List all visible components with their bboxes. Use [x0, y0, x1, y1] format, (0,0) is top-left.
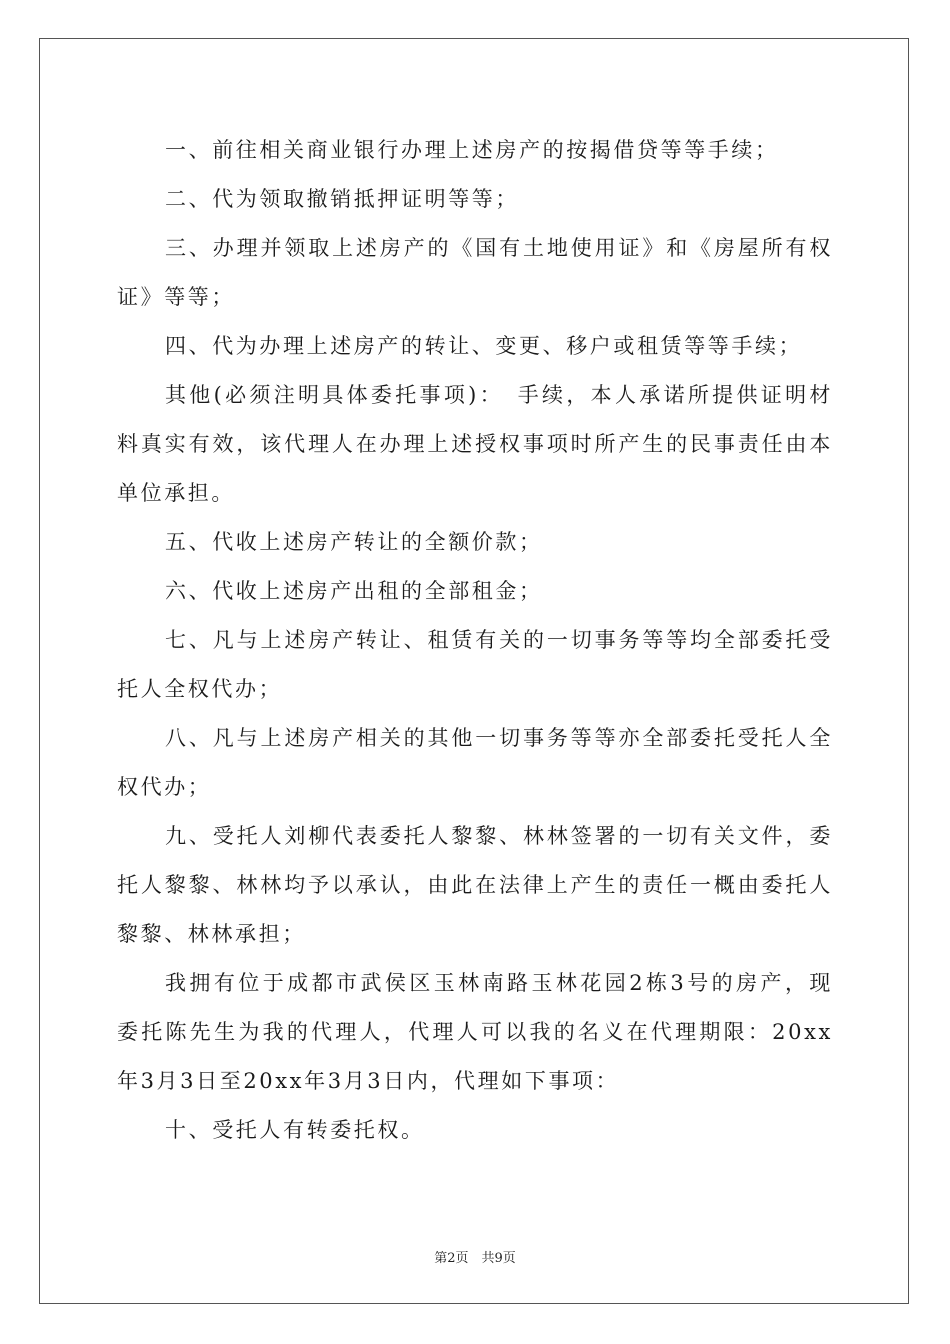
paragraph-3: 三、办理并领取上述房产的《国有土地使用证》和《房屋所有权证》等等；: [117, 236, 833, 309]
paragraph-12: 十、受托人有转委托权。: [165, 1118, 425, 1142]
paragraph-8: 七、凡与上述房产转让、租赁有关的一切事务等等均全部委托受托人全权代办；: [117, 628, 833, 701]
paragraph-1: 一、前往相关商业银行办理上述房产的按揭借贷等等手续；: [165, 138, 779, 162]
paragraph-2: 二、代为领取撤销抵押证明等等；: [165, 187, 519, 211]
page-number-footer: 第2页 共9页: [434, 1251, 516, 1266]
paragraph-5: 其他(必须注明具体委托事项)： 手续，本人承诺所提供证明材料真实有效，该代理人在办理上述授权事项时所产生的民事责任由本单位承担。: [117, 383, 833, 505]
paragraph-6: 五、代收上述房产转让的全额价款；: [165, 530, 543, 554]
paragraph-11: 我拥有位于成都市武侯区玉林南路玉林花园2栋3号的房产，现委托陈先生为我的代理人，代理人可以我的名义在代理期限：20xx年3月3日至20xx年3月3日内，代理如下事项：: [117, 971, 833, 1093]
paragraph-10: 九、受托人刘柳代表委托人黎黎、林林签署的一切有关文件，委托人黎黎、林林均予以承认，由此在法律上产生的责任一概由委托人黎黎、林林承担；: [117, 824, 833, 946]
document-body: [117, 126, 833, 1155]
paragraph-4: 四、代为办理上述房产的转让、变更、移户或租赁等等手续；: [165, 334, 803, 358]
paragraph-7: 六、代收上述房产出租的全部租金；: [165, 579, 543, 603]
paragraph-9: 八、凡与上述房产相关的其他一切事务等等亦全部委托受托人全权代办；: [117, 726, 833, 799]
